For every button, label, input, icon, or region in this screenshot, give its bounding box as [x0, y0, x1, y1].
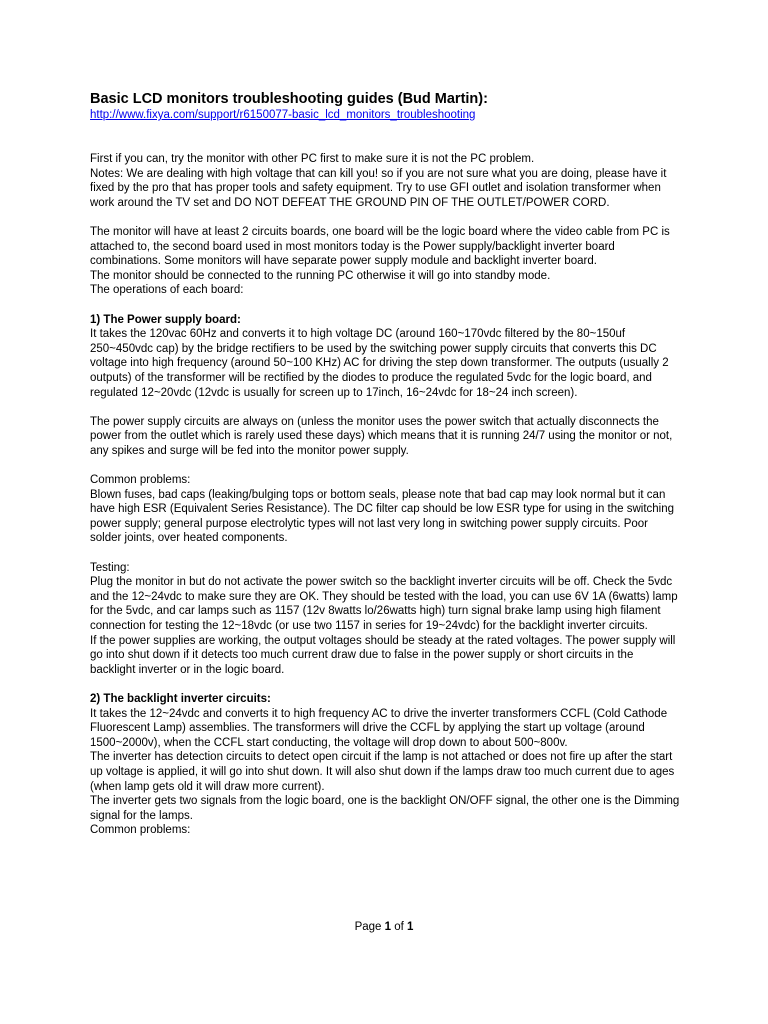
of-word: of — [394, 921, 404, 933]
safety-notes: Notes: We are dealing with high voltage that can kill you! so if you are not sure what you are doing, please have it fixed by the pro that has proper tools and safety equipment. Try to use GFI outlet and isolation transformer when work around the TV set and DO NOT DEFEAT THE GROUND PIN OF THE OUTLET/POWER CORD. — [90, 167, 667, 209]
document-body — [90, 91, 680, 838]
inverter-signals: The inverter gets two signals from the logic board, one is the backlight ON/OFF signal, the other one is the Dimming signal for the lamps. — [90, 795, 680, 822]
common-problems-label: Common problems: — [90, 474, 191, 487]
power-supply-description: It takes the 120vac 60Hz and converts it to high voltage DC (around 160~170vdc filtered by the 80~150uf 250~450vdc cap) by the bridge rectifiers to be used by the switching power supply circuits that converts this DC voltage into high frequency (around 50~100 KHz) AC for driving the step down transformer. The outputs (usually 2 outputs) of the transformer will be rectified by the diodes to produce the regulated 5vdc for the logic board, and regulated 12~20vdc (12vdc is usually for screen up to 17inch, 16~24vdc for 18~24 inch screen). — [90, 328, 669, 399]
boards-paragraph: The monitor will have at least 2 circuits boards, one board will be the logic board where the video cable from PC is attached to, the second board used in most monitors today is the Power supply/backlight inverter board combinations. Some monitors will have separate power supply module and backlight inverter board. — [90, 225, 670, 268]
section-heading-backlight-inverter: 2) The backlight inverter circuits: — [90, 692, 271, 705]
document-title: Basic LCD monitors troubleshooting guides (Bud Martin): — [90, 91, 488, 107]
source-link[interactable]: http://www.fixya.com/support/r6150077-basic_lcd_monitors_troubleshooting — [90, 109, 476, 121]
operations-label: The operations of each board: — [90, 284, 244, 297]
inverter-description: It takes the 12~24vdc and converts it to high frequency AC to drive the inverter transformers CCFL (Cold Cathode Fluorescent Lamp) assemblies. The transformers will drive the CCFL by applying the start up voltage (around 1500~2000v), when the CCFL start conducting, the voltage will drop down to about 500~800v. — [90, 707, 668, 749]
inverter-common-problems-label: Common problems: — [90, 824, 191, 837]
inverter-detection: The inverter has detection circuits to detect open circuit if the lamp is not attached or does not fire up after the start up voltage is applied, it will go into shut down. It will also shut down if the lamps draw too much current due to ages (when lamp gets old it will draw more current). — [90, 751, 675, 793]
intro-paragraph: First if you can, try the monitor with other PC first to make sure it is not the PC problem. — [90, 153, 535, 165]
page-word: Page — [354, 921, 382, 933]
page-footer — [0, 920, 768, 934]
page-current: 1 — [384, 921, 392, 933]
testing-label: Testing: — [90, 561, 130, 574]
power-supply-always-on: The power supply circuits are always on (unless the monitor uses the power switch that actually disconnects the power from the outlet which is rarely used these days) which means that it is running 24/7 using the monitor or not, any spikes and surge will be fed into the monitor power supply. — [90, 415, 673, 457]
testing-text-voltages: If the power supplies are working, the output voltages should be steady at the rated voltages. The power supply will go into shut down if it detects too much current draw due to false in the power supply or short circuits in the backlight inverter or in the logic board. — [90, 634, 676, 676]
section-heading-power-supply: 1) The Power supply board: — [90, 313, 241, 326]
page-total: 1 — [407, 921, 414, 933]
testing-text: Plug the monitor in but do not activate the power switch so the backlight inverter circuits will be off. Check the 5vdc and the 12~24vdc to make sure they are OK. They should be tested with the load, you can use 6V 1A (6watts) lamp for the 5vdc, and car lamps such as 1157 (12v 8watts lo/26watts high) turn signal brake lamp using high filament connection for testing the 12~18vdc (or use two 1157 in series for 19~24vdc) for the backlight inverter circuits. — [90, 576, 678, 632]
common-problems-text: Blown fuses, bad caps (leaking/bulging tops or bottom seals, please note that bad cap may look normal but it can have high ESR (Equivalent Series Resistance). The DC filter cap should be low ESR type for using in the switching power supply; general purpose electrolytic types will not last very long in switching power supply circuits. Poor solder joints, over heated components. — [90, 488, 675, 545]
standby-note: The monitor should be connected to the running PC otherwise it will go into standby mode. — [90, 269, 551, 282]
